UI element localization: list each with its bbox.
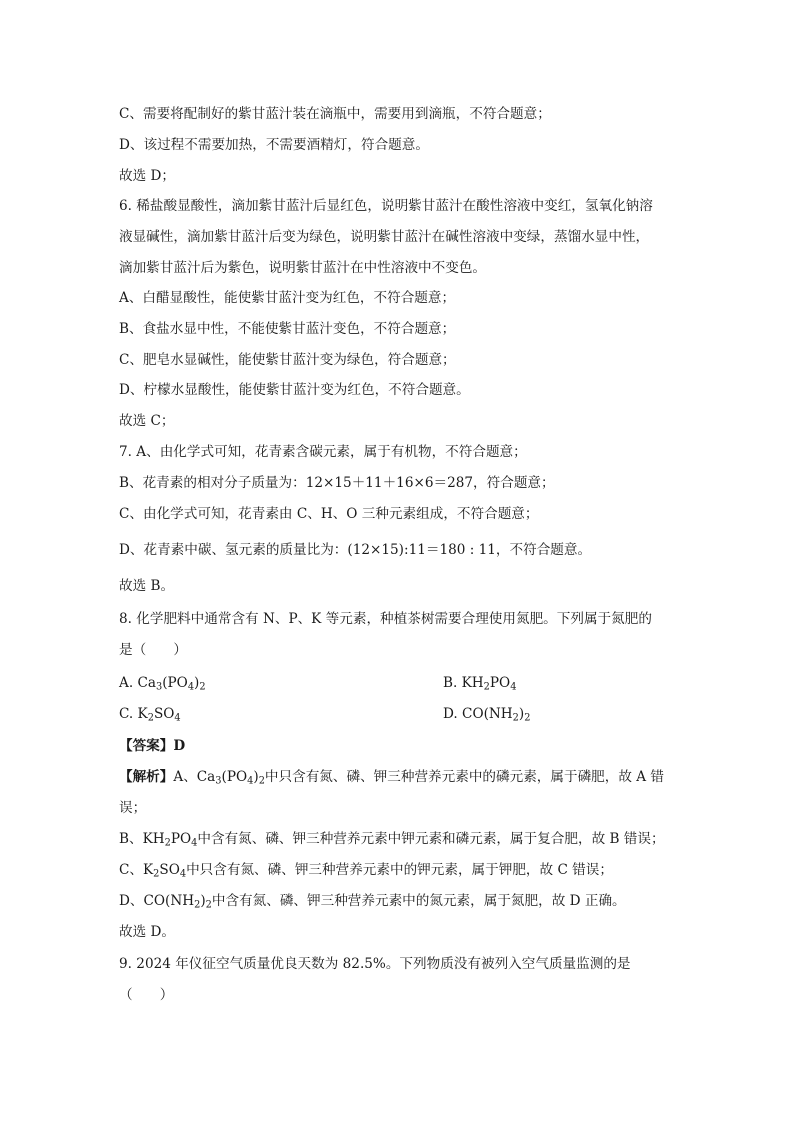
question-8-stem: 8. 化学肥料中通常含有 N、P、K 等元素，种植茶树需要合理使用氮肥。下列属于氮肥的: [119, 611, 652, 627]
text-line: A、白醋显酸性，能使紫甘蓝汁变为红色，不符合题意；: [119, 290, 456, 306]
question-9-stem: 9. 2024 年仪征空气质量优良天数为 82.5%。下列物质没有被列入空气质量监测的是: [119, 956, 631, 972]
text-line: C、肥皂水显碱性，能使紫甘蓝汁变为绿色，符合题意；: [119, 352, 456, 368]
option-b: B. $KH_2PO_4$: [443, 675, 517, 693]
text-line: 故选 C；: [119, 413, 175, 429]
analysis-line: 故选 D。: [119, 924, 176, 940]
analysis-line: D、$CO(NH_2)_2$中含有氮、磷、钾三种营养元素中的氮元素，属于氮肥，故 D 正确。: [119, 893, 626, 911]
text-line: 滴加紫甘蓝汁后为紫色，说明紫甘蓝汁在中性溶液中不变色。: [119, 260, 487, 276]
text-line: D、该过程不需要加热，不需要酒精灯，符合题意。: [119, 137, 429, 153]
answer-label: 【答案】D: [119, 738, 186, 754]
text-line: D、花青素中碳、氢元素的质量比为：(12×15):11＝180 : 11，不符合题意。: [119, 542, 592, 558]
text-line: B、花青素的相对分子质量为：12×15＋11＋16×6＝287，符合题意；: [119, 475, 555, 491]
text-line: C、由化学式可知，花青素由 C、H、O 三种元素组成，不符合题意；: [119, 506, 539, 522]
option-c: C. $K_2SO_4$: [119, 706, 181, 724]
text-line: 6. 稀盐酸显酸性，滴加紫甘蓝汁后显红色，说明紫甘蓝汁在酸性溶液中变红，氢氧化钠溶: [119, 198, 653, 214]
question-8-stem-end: 是（ ）: [119, 642, 187, 658]
analysis-line: 误；: [119, 800, 147, 816]
option-d: D. $CO(NH_2)_2$: [443, 706, 531, 724]
analysis-line: C、$K_2SO_4$中只含有氮、磷、钾三种营养元素中的钾元素，属于钾肥，故 C 错误；: [119, 862, 613, 880]
question-9-stem-end: （ ）: [119, 987, 174, 1003]
text-line: 故选 B。: [119, 578, 175, 594]
text-line: B、食盐水显中性，不能使紫甘蓝汁变色，不符合题意；: [119, 321, 456, 337]
text-line: 液显碱性，滴加紫甘蓝汁后变为绿色，说明紫甘蓝汁在碱性溶液中变绿，蒸馏水显中性，: [119, 229, 650, 245]
text-line: D、柠檬水显酸性，能使紫甘蓝汁变为红色，不符合题意。: [119, 382, 470, 398]
analysis-line: 【解析】A、$Ca_3(PO_4)_2$中只含有氮、磷、钾三种营养元素中的磷元素，属于磷肥，故 A 错: [119, 769, 665, 787]
options-row-1: [119, 674, 684, 692]
option-a: A. $Ca_3(PO_4)_2$: [119, 675, 206, 693]
text-line: C、需要将配制好的紫甘蓝汁装在滴瓶中，需要用到滴瓶，不符合题意；: [119, 106, 551, 122]
analysis-line: B、$KH_2PO_4$中含有氮、磷、钾三种营养元素中钾元素和磷元素，属于复合肥，故 B 错误；: [119, 831, 665, 849]
options-row-2: [119, 705, 684, 723]
text-line: 7. A、由化学式可知，花青素含碳元素，属于有机物，不符合题意；: [119, 444, 527, 460]
text-line: 故选 D；: [119, 168, 176, 184]
analysis-label: 【解析】: [119, 769, 174, 785]
